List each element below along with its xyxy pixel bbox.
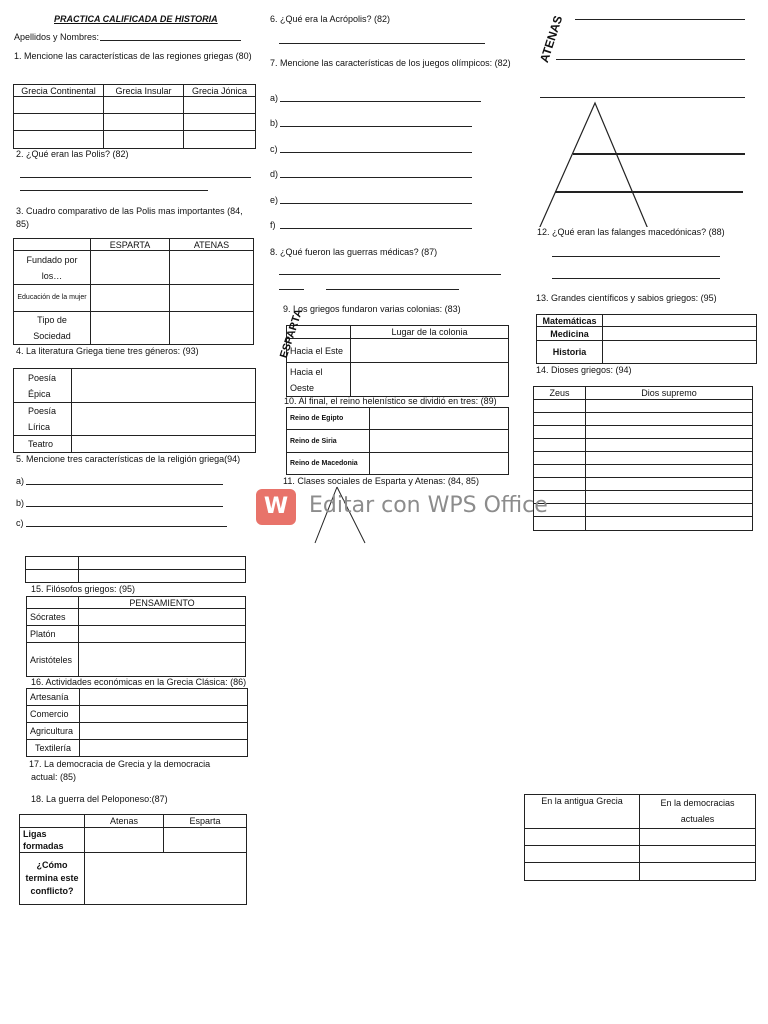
q7-item-b: [270, 118, 278, 128]
q7-line-c[interactable]: [280, 152, 472, 153]
q3-cell[interactable]: [91, 285, 170, 312]
q4-row-label: Poesía Lírica: [14, 403, 72, 436]
q14-cell[interactable]: [534, 465, 586, 478]
q14-cell[interactable]: [586, 517, 753, 531]
q1-cell[interactable]: [104, 97, 184, 114]
q15-row-label: Sócrates: [27, 609, 79, 626]
q15-row-label: Aristóteles: [27, 643, 79, 677]
blank-cell[interactable]: [79, 570, 246, 583]
q14-cell[interactable]: [534, 400, 586, 413]
q16-cell[interactable]: [80, 706, 248, 723]
wps-watermark-text: Editar con WPS Office: [309, 493, 548, 518]
q5-item-c: [16, 518, 24, 528]
q6-line[interactable]: [279, 43, 485, 44]
q3-cell[interactable]: [170, 251, 254, 285]
q14-cell[interactable]: [534, 413, 586, 426]
q5-line-c[interactable]: [26, 526, 227, 527]
q9-cell[interactable]: [351, 339, 509, 363]
q9-table: [286, 325, 509, 397]
q5-line-a[interactable]: [26, 484, 223, 485]
q7-line-f[interactable]: [280, 228, 472, 229]
q12-text: 12. ¿Qué eran las falanges macedónicas? (88): [537, 227, 725, 237]
q10-cell[interactable]: [370, 453, 509, 475]
q13-table: [536, 314, 757, 364]
blank-cell[interactable]: [26, 570, 79, 583]
q13-row-label: Medicina: [537, 327, 603, 341]
q14-cell[interactable]: [534, 439, 586, 452]
q3-col-atenas: ATENAS: [170, 239, 254, 251]
q3-cell[interactable]: [170, 285, 254, 312]
q3-cell[interactable]: [91, 251, 170, 285]
atenas-line-1[interactable]: [575, 19, 745, 20]
q5-line-b[interactable]: [26, 506, 223, 507]
q1-text: 1. Mencione las características de las regiones griegas (80): [14, 51, 252, 61]
q1-cell[interactable]: [184, 114, 256, 131]
q8-line-2b[interactable]: [326, 289, 459, 290]
q15-table: [26, 596, 246, 677]
q1-cell[interactable]: [14, 97, 104, 114]
q10-row-label: Reino de Macedonia: [287, 453, 370, 475]
q9-text: 9. Los griegos fundaron varias colonias: (83): [283, 304, 461, 314]
q7-item-f: [270, 220, 276, 230]
q4-cell[interactable]: [72, 369, 256, 403]
atenas-line-3[interactable]: [540, 97, 745, 98]
q4-table: [13, 368, 256, 453]
q1-table: [13, 84, 256, 149]
q9-row-label: Hacia el Oeste: [287, 363, 351, 397]
q14-cell[interactable]: [586, 491, 753, 504]
q10-row-label: Reino de Siria: [287, 430, 370, 453]
name-line[interactable]: [100, 40, 241, 41]
q16-row-label: Agricultura: [27, 723, 80, 740]
q3-col-esparta: ESPARTA: [91, 239, 170, 251]
q7-text: 7. Mencione las características de los juegos olímpicos: (82): [270, 58, 511, 68]
q7-item-c: [270, 144, 278, 154]
q1-cell[interactable]: [184, 97, 256, 114]
q7-item-letter: c): [270, 144, 278, 154]
q17-cell[interactable]: [525, 846, 640, 863]
q11-text: 11. Clases sociales de Esparta y Atenas: (84, 85): [283, 476, 479, 486]
name-label: Apellidos y Nombres:: [14, 32, 100, 42]
q13-row-label: Matemáticas: [537, 315, 603, 327]
q14-cell[interactable]: [586, 439, 753, 452]
q5-item-letter: b): [16, 498, 25, 508]
blank-cell[interactable]: [79, 557, 246, 570]
q1-col-1: Grecia Insular: [104, 85, 184, 97]
q14-col-0: Zeus: [534, 387, 586, 400]
q12-line-1[interactable]: [552, 256, 720, 257]
q10-cell[interactable]: [370, 430, 509, 453]
q15-col-header: PENSAMIENTO: [79, 597, 246, 609]
q1-cell[interactable]: [104, 114, 184, 131]
q18-row-label: Ligas formadas: [20, 828, 85, 853]
q8-line-2a[interactable]: [279, 289, 304, 290]
q7-item-a: [270, 93, 278, 103]
q16-text: 16. Actividades económicas en la Grecia Clásica: (86): [31, 677, 247, 687]
q14-cell[interactable]: [534, 517, 586, 531]
q14-cell[interactable]: [586, 400, 753, 413]
q7-item-letter: f): [270, 220, 276, 230]
q14-table: [533, 386, 753, 531]
q14-cell[interactable]: [534, 478, 586, 491]
q1-cell[interactable]: [14, 131, 104, 149]
q7-item-letter: a): [270, 93, 279, 103]
q14-cell[interactable]: [586, 413, 753, 426]
q2-line-2[interactable]: [20, 190, 208, 191]
q1-cell[interactable]: [184, 131, 256, 149]
q9-row-label: Hacia el Este: [287, 339, 351, 363]
q3-table: [13, 238, 254, 345]
q17-col-0: En la antigua Grecia: [525, 795, 640, 829]
q3-cell[interactable]: [170, 312, 254, 345]
q1-cell[interactable]: [104, 131, 184, 149]
q4-text: 4. La literatura Griega tiene tres géneros: (93): [16, 346, 199, 356]
q6-text: 6. ¿Qué era la Acrópolis? (82): [270, 14, 391, 24]
q7-item-letter: d): [270, 169, 279, 179]
q1-cell[interactable]: [14, 114, 104, 131]
q18-col-esparta: Esparta: [164, 815, 247, 828]
q7-line-a[interactable]: [280, 101, 481, 102]
q15-text: 15. Filósofos griegos: (95): [31, 584, 136, 594]
q18-cell[interactable]: [85, 828, 164, 853]
q17-cell[interactable]: [640, 846, 756, 863]
q16-row-label: Artesanía: [27, 689, 80, 706]
q3-row-label: Tipo de Sociedad: [14, 312, 91, 345]
q7-line-d[interactable]: [280, 177, 472, 178]
q2-text: 2. ¿Qué eran las Polis? (82): [16, 149, 129, 159]
q1-col-0: Grecia Continental: [14, 85, 104, 97]
blank-table: [25, 556, 246, 583]
q14-cell[interactable]: [586, 426, 753, 439]
q10-row-label: Reino de Egipto: [287, 408, 370, 430]
q18-col-atenas: Atenas: [85, 815, 164, 828]
q16-cell[interactable]: [80, 740, 248, 757]
q12-line-2[interactable]: [552, 278, 720, 279]
q4-row-label: Teatro: [14, 436, 72, 453]
q13-row-label: Historia: [537, 341, 603, 364]
q16-cell[interactable]: [80, 689, 248, 706]
q13-cell[interactable]: [603, 327, 757, 341]
q10-text: 10. Al final, el reino helenístico se dividió en tres: (89): [284, 396, 497, 406]
q4-cell[interactable]: [72, 403, 256, 436]
q14-cell[interactable]: [586, 465, 753, 478]
q3-row-label: Educación de la mujer: [14, 285, 91, 312]
q16-table: [26, 688, 248, 757]
q14-cell[interactable]: [534, 426, 586, 439]
q7-item-e: [270, 195, 278, 205]
q7-line-b[interactable]: [280, 126, 472, 127]
q2-line-1[interactable]: [20, 177, 251, 178]
blank-cell[interactable]: [26, 557, 79, 570]
q13-cell[interactable]: [603, 341, 757, 364]
q18-row-label: ¿Cómo termina este conflicto?: [20, 853, 85, 905]
q10-table: [286, 407, 509, 475]
q16-row-label: Textilería: [27, 740, 80, 757]
q18-table: [19, 814, 247, 905]
q17-cell[interactable]: [525, 863, 640, 881]
q4-cell[interactable]: [72, 436, 256, 453]
q5-item-letter: c): [16, 518, 24, 528]
q9-col-header: Lugar de la colonia: [351, 326, 509, 339]
q14-col-1: Dios supremo: [586, 387, 753, 400]
atenas-line-2[interactable]: [556, 59, 745, 60]
q5-item-letter: a): [16, 476, 25, 486]
q15-corner: [27, 597, 79, 609]
q16-cell[interactable]: [80, 723, 248, 740]
q14-cell[interactable]: [534, 452, 586, 465]
q14-cell[interactable]: [586, 452, 753, 465]
q14-text: 14. Dioses griegos: (94): [536, 365, 632, 375]
q1-col-2: Grecia Jónica: [184, 85, 256, 97]
q17-cell[interactable]: [525, 829, 640, 846]
q5-item-b: [16, 498, 24, 508]
q17-col-1: En la democracias actuales: [640, 795, 756, 829]
q7-item-letter: b): [270, 118, 279, 128]
q18-text: 18. La guerra del Peloponeso:(87): [31, 794, 168, 804]
q14-cell[interactable]: [586, 504, 753, 517]
q17-cell[interactable]: [640, 863, 756, 881]
q17-cell[interactable]: [640, 829, 756, 846]
q5-item-a: [16, 476, 24, 486]
q15-cell[interactable]: [79, 609, 246, 626]
q15-cell[interactable]: [79, 626, 246, 643]
q3-row-label: Fundado por los…: [14, 251, 91, 285]
q14-cell[interactable]: [586, 478, 753, 491]
atenas-pyramid: [535, 100, 750, 232]
wps-logo-icon: W: [256, 489, 296, 525]
q13-cell[interactable]: [603, 315, 757, 327]
q18-cell[interactable]: [164, 828, 247, 853]
q8-line-1[interactable]: [279, 274, 501, 275]
q7-line-e[interactable]: [280, 203, 472, 204]
q13-text: 13. Grandes científicos y sabios griegos: (95): [536, 293, 717, 303]
q7-item-letter: e): [270, 195, 279, 205]
q10-cell[interactable]: [370, 408, 509, 430]
esparta-label: ESPARTA: [278, 307, 306, 360]
q4-row-label: Poesía Épica: [14, 369, 72, 403]
q15-cell[interactable]: [79, 643, 246, 677]
q3-text: 3. Cuadro comparativo de las Polis mas importantes (84, 85): [16, 206, 243, 229]
wps-watermark[interactable]: [256, 487, 548, 527]
q9-cell[interactable]: [351, 363, 509, 397]
q17-table: [524, 794, 756, 881]
q3-corner: [14, 239, 91, 251]
q16-row-label: Comercio: [27, 706, 80, 723]
q17-text: 17. La democracia de Grecia y la democracia actual: (85): [29, 759, 211, 782]
q7-item-d: [270, 169, 278, 179]
page-title: PRACTICA CALIFICADA DE HISTORIA: [54, 14, 218, 24]
q8-text: 8. ¿Qué fueron las guerras médicas? (87): [270, 247, 438, 257]
q3-cell[interactable]: [91, 312, 170, 345]
q15-row-label: Platón: [27, 626, 79, 643]
q18-corner: [20, 815, 85, 828]
atenas-label: ATENAS: [537, 13, 566, 65]
q5-text: 5. Mencione tres características de la religión griega(94): [16, 454, 241, 464]
q18-cell[interactable]: [85, 853, 247, 905]
